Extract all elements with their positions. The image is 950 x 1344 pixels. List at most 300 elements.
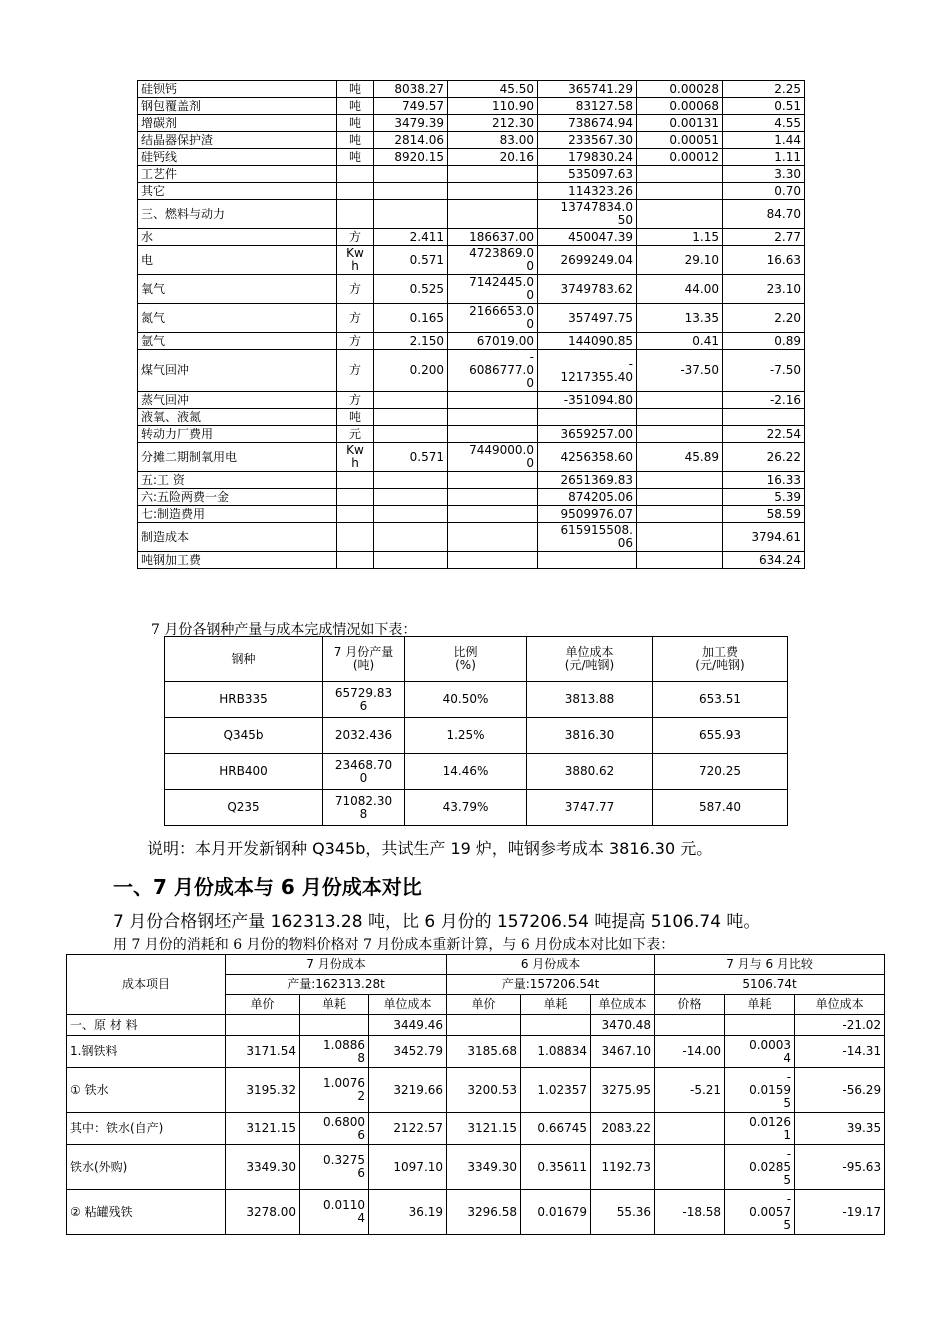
table-row xyxy=(138,183,805,200)
june-unit-cost: 1192.73 xyxy=(591,1145,655,1190)
unit-cost: 3816.30 xyxy=(527,718,653,754)
cost-item: 其中：铁水(自产) xyxy=(67,1113,226,1145)
june-price: 3296.58 xyxy=(447,1190,521,1235)
cost-item: 铁水(外购) xyxy=(67,1145,226,1190)
total-amount: 13747834.0 50 xyxy=(538,200,637,229)
unit xyxy=(337,200,374,229)
quantity: 212.30 xyxy=(448,115,538,132)
total-amount: 3659257.00 xyxy=(538,426,637,443)
cost-item: 一、原 材 料 xyxy=(67,1015,226,1036)
item-name: 氮气 xyxy=(138,304,337,333)
item-name: 氧气 xyxy=(138,275,337,304)
unit-price: 0.165 xyxy=(374,304,448,333)
section-heading: 一、7 月份成本与 6 月份成本对比 xyxy=(113,875,422,899)
item-name: 硅钡钙 xyxy=(138,81,337,98)
sub-header-price: 单价 xyxy=(226,995,300,1015)
table-row xyxy=(138,246,805,275)
unit-cost: 1.11 xyxy=(723,149,805,166)
table-row xyxy=(138,409,805,426)
unit-cost: 26.22 xyxy=(723,443,805,472)
june-consumption xyxy=(521,1015,591,1036)
total-amount: - 1217355.40 xyxy=(538,350,637,392)
consumption-per-ton: 1.15 xyxy=(637,229,723,246)
consumption-per-ton xyxy=(637,472,723,489)
header-comparison: 7 月与 6 月比较 xyxy=(655,955,885,975)
output-ratio: 40.50% xyxy=(405,682,527,718)
quantity xyxy=(448,506,538,523)
quantity xyxy=(448,200,538,229)
quantity: 83.00 xyxy=(448,132,538,149)
total-amount: 535097.63 xyxy=(538,166,637,183)
item-name: 转动力厂费用 xyxy=(138,426,337,443)
june-consumption: 0.35611 xyxy=(521,1145,591,1190)
quantity xyxy=(448,552,538,569)
consumption-per-ton xyxy=(637,552,723,569)
item-name: 钢包覆盖剂 xyxy=(138,98,337,115)
total-amount xyxy=(538,552,637,569)
table-row xyxy=(138,489,805,506)
june-unit-cost: 3467.10 xyxy=(591,1036,655,1068)
june-consumption: 0.66745 xyxy=(521,1113,591,1145)
table-row xyxy=(138,304,805,333)
table-row xyxy=(138,392,805,409)
consumption-diff xyxy=(725,1015,795,1036)
unit-cost-diff: 39.35 xyxy=(795,1113,885,1145)
table-row xyxy=(165,682,788,718)
quantity: 2166653.0 0 xyxy=(448,304,538,333)
unit-cost: -2.16 xyxy=(723,392,805,409)
item-name: 氩气 xyxy=(138,333,337,350)
sub-header-unit-cost-diff: 单位成本 xyxy=(795,995,885,1015)
table-row xyxy=(138,552,805,569)
processing-fee: 655.93 xyxy=(653,718,788,754)
quantity: 67019.00 xyxy=(448,333,538,350)
june-output: 产量:157206.54t xyxy=(447,975,655,995)
table-row xyxy=(67,1036,885,1068)
output-ratio: 43.79% xyxy=(405,790,527,826)
total-amount: 4256358.60 xyxy=(538,443,637,472)
unit-price: 0.525 xyxy=(374,275,448,304)
june-unit-cost: 3275.95 xyxy=(591,1068,655,1113)
total-amount: 179830.24 xyxy=(538,149,637,166)
unit: 吨 xyxy=(337,115,374,132)
table-row xyxy=(67,1190,885,1235)
table-row xyxy=(138,443,805,472)
july-unit-cost: 3449.46 xyxy=(369,1015,447,1036)
price-diff xyxy=(655,1145,725,1190)
unit-cost: 3813.88 xyxy=(527,682,653,718)
total-amount: 450047.39 xyxy=(538,229,637,246)
unit: 方 xyxy=(337,350,374,392)
july-unit-cost: 3219.66 xyxy=(369,1068,447,1113)
unit: 方 xyxy=(337,304,374,333)
unit-cost: 2.20 xyxy=(723,304,805,333)
unit-cost: 3880.62 xyxy=(527,754,653,790)
quantity: 7449000.0 0 xyxy=(448,443,538,472)
total-amount: 615915508. 06 xyxy=(538,523,637,552)
total-amount: 2651369.83 xyxy=(538,472,637,489)
unit xyxy=(337,472,374,489)
unit-cost: 5.39 xyxy=(723,489,805,506)
unit-cost: 634.24 xyxy=(723,552,805,569)
item-name: 吨钢加工费 xyxy=(138,552,337,569)
processing-fee: 720.25 xyxy=(653,754,788,790)
june-consumption: 0.01679 xyxy=(521,1190,591,1235)
unit: 吨 xyxy=(337,409,374,426)
unit-cost: 23.10 xyxy=(723,275,805,304)
unit xyxy=(337,523,374,552)
consumption-per-ton: 0.00068 xyxy=(637,98,723,115)
quantity xyxy=(448,409,538,426)
july-price: 3349.30 xyxy=(226,1145,300,1190)
sub-header-unit-cost: 单位成本 xyxy=(369,995,447,1015)
june-price: 3349.30 xyxy=(447,1145,521,1190)
consumption-per-ton: 0.00028 xyxy=(637,81,723,98)
item-name: 五:工 资 xyxy=(138,472,337,489)
unit-price xyxy=(374,472,448,489)
item-name: 其它 xyxy=(138,183,337,200)
unit-price xyxy=(374,200,448,229)
item-name: 水 xyxy=(138,229,337,246)
output-difference: 5106.74t xyxy=(655,975,885,995)
item-name: 增碳剂 xyxy=(138,115,337,132)
steel-grade: HRB400 xyxy=(165,754,323,790)
cost-item: ① 铁水 xyxy=(67,1068,226,1113)
table-row xyxy=(138,506,805,523)
item-name: 结晶器保护渣 xyxy=(138,132,337,149)
consumption-per-ton xyxy=(637,506,723,523)
quantity: 186637.00 xyxy=(448,229,538,246)
item-name: 六:五险两费一金 xyxy=(138,489,337,506)
steel-grade: Q345b xyxy=(165,718,323,754)
sub-header-unit-cost: 单位成本 xyxy=(591,995,655,1015)
item-name: 制造成本 xyxy=(138,523,337,552)
consumption-diff: - 0.0159 5 xyxy=(725,1068,795,1113)
quantity xyxy=(448,183,538,200)
table-row xyxy=(165,754,788,790)
july-consumption xyxy=(300,1015,369,1036)
cost-detail-table xyxy=(137,80,805,569)
total-amount xyxy=(538,409,637,426)
unit: 吨 xyxy=(337,98,374,115)
july-consumption: 0.6800 6 xyxy=(300,1113,369,1145)
total-amount: 3749783.62 xyxy=(538,275,637,304)
unit-price xyxy=(374,506,448,523)
sub-header-price: 单价 xyxy=(447,995,521,1015)
table-row xyxy=(165,790,788,826)
output-ratio: 1.25% xyxy=(405,718,527,754)
item-name: 分摊二期制氧用电 xyxy=(138,443,337,472)
table-row xyxy=(138,81,805,98)
unit-cost-diff: -95.63 xyxy=(795,1145,885,1190)
unit-price xyxy=(374,523,448,552)
june-unit-cost: 55.36 xyxy=(591,1190,655,1235)
unit-cost: 0.89 xyxy=(723,333,805,350)
june-consumption: 1.02357 xyxy=(521,1068,591,1113)
unit: Kw h xyxy=(337,443,374,472)
table-row xyxy=(165,718,788,754)
unit-cost: 1.44 xyxy=(723,132,805,149)
comparison-intro: 用 7 月份的消耗和 6 月份的物料价格对 7 月份成本重新计算，与 6 月份成本对比如下表： xyxy=(113,937,675,953)
table-row xyxy=(138,333,805,350)
header-cost-item: 成本项目 xyxy=(67,955,226,1015)
table-row xyxy=(138,149,805,166)
item-name: 蒸气回冲 xyxy=(138,392,337,409)
item-name: 七:制造费用 xyxy=(138,506,337,523)
july-price: 3121.15 xyxy=(226,1113,300,1145)
table-row xyxy=(138,98,805,115)
unit-cost-diff: -14.31 xyxy=(795,1036,885,1068)
consumption-per-ton xyxy=(637,166,723,183)
consumption-per-ton xyxy=(637,409,723,426)
processing-fee: 653.51 xyxy=(653,682,788,718)
comparison-table xyxy=(66,954,885,1235)
grade-output-table xyxy=(164,636,788,826)
table-row xyxy=(138,132,805,149)
quantity xyxy=(448,392,538,409)
consumption-per-ton: 0.00012 xyxy=(637,149,723,166)
june-unit-cost: 3470.48 xyxy=(591,1015,655,1036)
header-unit-cost: 单位成本 (元/吨钢) xyxy=(527,637,653,682)
consumption-per-ton: 13.35 xyxy=(637,304,723,333)
unit-cost: 2.25 xyxy=(723,81,805,98)
table-row xyxy=(138,229,805,246)
june-consumption: 1.08834 xyxy=(521,1036,591,1068)
steel-grade: Q235 xyxy=(165,790,323,826)
unit: 方 xyxy=(337,229,374,246)
unit-price xyxy=(374,489,448,506)
consumption-diff: - 0.0057 5 xyxy=(725,1190,795,1235)
table-row xyxy=(138,200,805,229)
header-ratio: 比例 (%) xyxy=(405,637,527,682)
unit-price xyxy=(374,166,448,183)
table-row xyxy=(138,472,805,489)
unit: 吨 xyxy=(337,149,374,166)
table-row xyxy=(138,426,805,443)
unit-price: 2814.06 xyxy=(374,132,448,149)
unit-price: 0.200 xyxy=(374,350,448,392)
july-unit-cost: 1097.10 xyxy=(369,1145,447,1190)
unit-cost: 2.77 xyxy=(723,229,805,246)
monthly-output: 23468.70 0 xyxy=(323,754,405,790)
item-name: 三、燃料与动力 xyxy=(138,200,337,229)
unit-price: 8038.27 xyxy=(374,81,448,98)
quantity xyxy=(448,523,538,552)
total-amount: 738674.94 xyxy=(538,115,637,132)
unit-cost: 84.70 xyxy=(723,200,805,229)
unit-price xyxy=(374,183,448,200)
quantity xyxy=(448,426,538,443)
unit xyxy=(337,552,374,569)
unit-price: 0.571 xyxy=(374,246,448,275)
header-processing-fee: 加工费 (元/吨钢) xyxy=(653,637,788,682)
output-ratio: 14.46% xyxy=(405,754,527,790)
unit-price xyxy=(374,409,448,426)
consumption-per-ton: 0.00131 xyxy=(637,115,723,132)
july-price: 3195.32 xyxy=(226,1068,300,1113)
consumption-diff: - 0.0285 5 xyxy=(725,1145,795,1190)
price-diff xyxy=(655,1113,725,1145)
price-diff: -5.21 xyxy=(655,1068,725,1113)
unit-price xyxy=(374,392,448,409)
consumption-diff: 0.0003 4 xyxy=(725,1036,795,1068)
consumption-per-ton: 0.41 xyxy=(637,333,723,350)
total-amount: -351094.80 xyxy=(538,392,637,409)
table-row xyxy=(138,275,805,304)
july-unit-cost: 36.19 xyxy=(369,1190,447,1235)
quantity: - 6086777.0 0 xyxy=(448,350,538,392)
july-consumption: 0.3275 6 xyxy=(300,1145,369,1190)
quantity: 20.16 xyxy=(448,149,538,166)
consumption-per-ton: 45.89 xyxy=(637,443,723,472)
unit-price: 749.57 xyxy=(374,98,448,115)
unit-cost: 3747.77 xyxy=(527,790,653,826)
consumption-diff: 0.0126 1 xyxy=(725,1113,795,1145)
unit-price: 8920.15 xyxy=(374,149,448,166)
consumption-per-ton: -37.50 xyxy=(637,350,723,392)
total-amount: 357497.75 xyxy=(538,304,637,333)
table-row xyxy=(67,1068,885,1113)
consumption-per-ton xyxy=(637,523,723,552)
monthly-output: 65729.83 6 xyxy=(323,682,405,718)
june-price: 3185.68 xyxy=(447,1036,521,1068)
total-amount: 9509976.07 xyxy=(538,506,637,523)
total-amount: 144090.85 xyxy=(538,333,637,350)
unit xyxy=(337,506,374,523)
consumption-per-ton xyxy=(637,200,723,229)
unit-cost: -7.50 xyxy=(723,350,805,392)
table-row xyxy=(138,523,805,552)
july-consumption: 1.0076 2 xyxy=(300,1068,369,1113)
sub-header-consumption-diff: 单耗 xyxy=(725,995,795,1015)
price-diff: -18.58 xyxy=(655,1190,725,1235)
quantity xyxy=(448,472,538,489)
item-name: 液氧、液氮 xyxy=(138,409,337,426)
header-grade: 钢种 xyxy=(165,637,323,682)
total-amount: 83127.58 xyxy=(538,98,637,115)
june-price: 3200.53 xyxy=(447,1068,521,1113)
quantity: 45.50 xyxy=(448,81,538,98)
unit: 元 xyxy=(337,426,374,443)
june-price xyxy=(447,1015,521,1036)
cost-item: ② 粘罐残铁 xyxy=(67,1190,226,1235)
unit xyxy=(337,183,374,200)
unit-price xyxy=(374,426,448,443)
consumption-per-ton xyxy=(637,392,723,409)
consumption-per-ton xyxy=(637,489,723,506)
quantity: 7142445.0 0 xyxy=(448,275,538,304)
unit-cost: 16.63 xyxy=(723,246,805,275)
consumption-per-ton xyxy=(637,183,723,200)
unit: 方 xyxy=(337,275,374,304)
item-name: 电 xyxy=(138,246,337,275)
total-amount: 114323.26 xyxy=(538,183,637,200)
unit-cost: 4.55 xyxy=(723,115,805,132)
unit: 方 xyxy=(337,333,374,350)
unit-cost: 3.30 xyxy=(723,166,805,183)
july-price: 3171.54 xyxy=(226,1036,300,1068)
total-amount: 2699249.04 xyxy=(538,246,637,275)
table-row xyxy=(138,166,805,183)
unit-cost-diff: -19.17 xyxy=(795,1190,885,1235)
unit-cost: 0.70 xyxy=(723,183,805,200)
consumption-per-ton: 29.10 xyxy=(637,246,723,275)
monthly-output: 2032.436 xyxy=(323,718,405,754)
unit-price: 3479.39 xyxy=(374,115,448,132)
table-row xyxy=(138,350,805,392)
july-consumption: 1.0886 8 xyxy=(300,1036,369,1068)
unit-cost: 58.59 xyxy=(723,506,805,523)
steel-grade: HRB335 xyxy=(165,682,323,718)
total-amount: 233567.30 xyxy=(538,132,637,149)
july-unit-cost: 3452.79 xyxy=(369,1036,447,1068)
unit: Kw h xyxy=(337,246,374,275)
unit-cost-diff: -56.29 xyxy=(795,1068,885,1113)
header-july-cost: 7 月份成本 xyxy=(226,955,447,975)
item-name: 硅钙线 xyxy=(138,149,337,166)
table-row xyxy=(67,1145,885,1190)
july-unit-cost: 2122.57 xyxy=(369,1113,447,1145)
header-june-cost: 6 月份成本 xyxy=(447,955,655,975)
unit-cost-diff: -21.02 xyxy=(795,1015,885,1036)
table-row xyxy=(67,1015,885,1036)
unit-cost: 3794.61 xyxy=(723,523,805,552)
unit-cost: 16.33 xyxy=(723,472,805,489)
quantity xyxy=(448,166,538,183)
unit-price: 0.571 xyxy=(374,443,448,472)
july-output: 产量:162313.28t xyxy=(226,975,447,995)
price-diff: -14.00 xyxy=(655,1036,725,1068)
item-name: 工艺件 xyxy=(138,166,337,183)
consumption-per-ton xyxy=(637,426,723,443)
sub-header-consumption: 单耗 xyxy=(521,995,591,1015)
note-text: 说明：本月开发新钢种 Q345b，共试生产 19 炉，吨钢参考成本 3816.30 元。 xyxy=(147,839,713,858)
unit-price: 2.411 xyxy=(374,229,448,246)
unit xyxy=(337,489,374,506)
cost-item: 1.钢铁料 xyxy=(67,1036,226,1068)
july-consumption: 0.0110 4 xyxy=(300,1190,369,1235)
july-price: 3278.00 xyxy=(226,1190,300,1235)
unit-cost: 22.54 xyxy=(723,426,805,443)
sub-header-consumption: 单耗 xyxy=(300,995,369,1015)
unit-price: 2.150 xyxy=(374,333,448,350)
consumption-per-ton: 0.00051 xyxy=(637,132,723,149)
header-output: 7 月份产量 (吨) xyxy=(323,637,405,682)
unit: 方 xyxy=(337,392,374,409)
table2-intro: 7 月份各钢种产量与成本完成情况如下表： xyxy=(151,622,417,638)
table-row xyxy=(67,1113,885,1145)
quantity: 4723869.0 0 xyxy=(448,246,538,275)
unit xyxy=(337,166,374,183)
total-amount: 365741.29 xyxy=(538,81,637,98)
production-paragraph: 7 月份合格钢坯产量 162313.28 吨，比 6 月份的 157206.54 吨提高 5106.74 吨。 xyxy=(113,912,761,932)
unit-cost xyxy=(723,409,805,426)
quantity xyxy=(448,489,538,506)
july-price xyxy=(226,1015,300,1036)
price-diff xyxy=(655,1015,725,1036)
item-name: 煤气回冲 xyxy=(138,350,337,392)
total-amount: 874205.06 xyxy=(538,489,637,506)
unit: 吨 xyxy=(337,132,374,149)
consumption-per-ton: 44.00 xyxy=(637,275,723,304)
unit: 吨 xyxy=(337,81,374,98)
processing-fee: 587.40 xyxy=(653,790,788,826)
june-unit-cost: 2083.22 xyxy=(591,1113,655,1145)
sub-header-price-diff: 价格 xyxy=(655,995,725,1015)
june-price: 3121.15 xyxy=(447,1113,521,1145)
monthly-output: 71082.30 8 xyxy=(323,790,405,826)
unit-price xyxy=(374,552,448,569)
